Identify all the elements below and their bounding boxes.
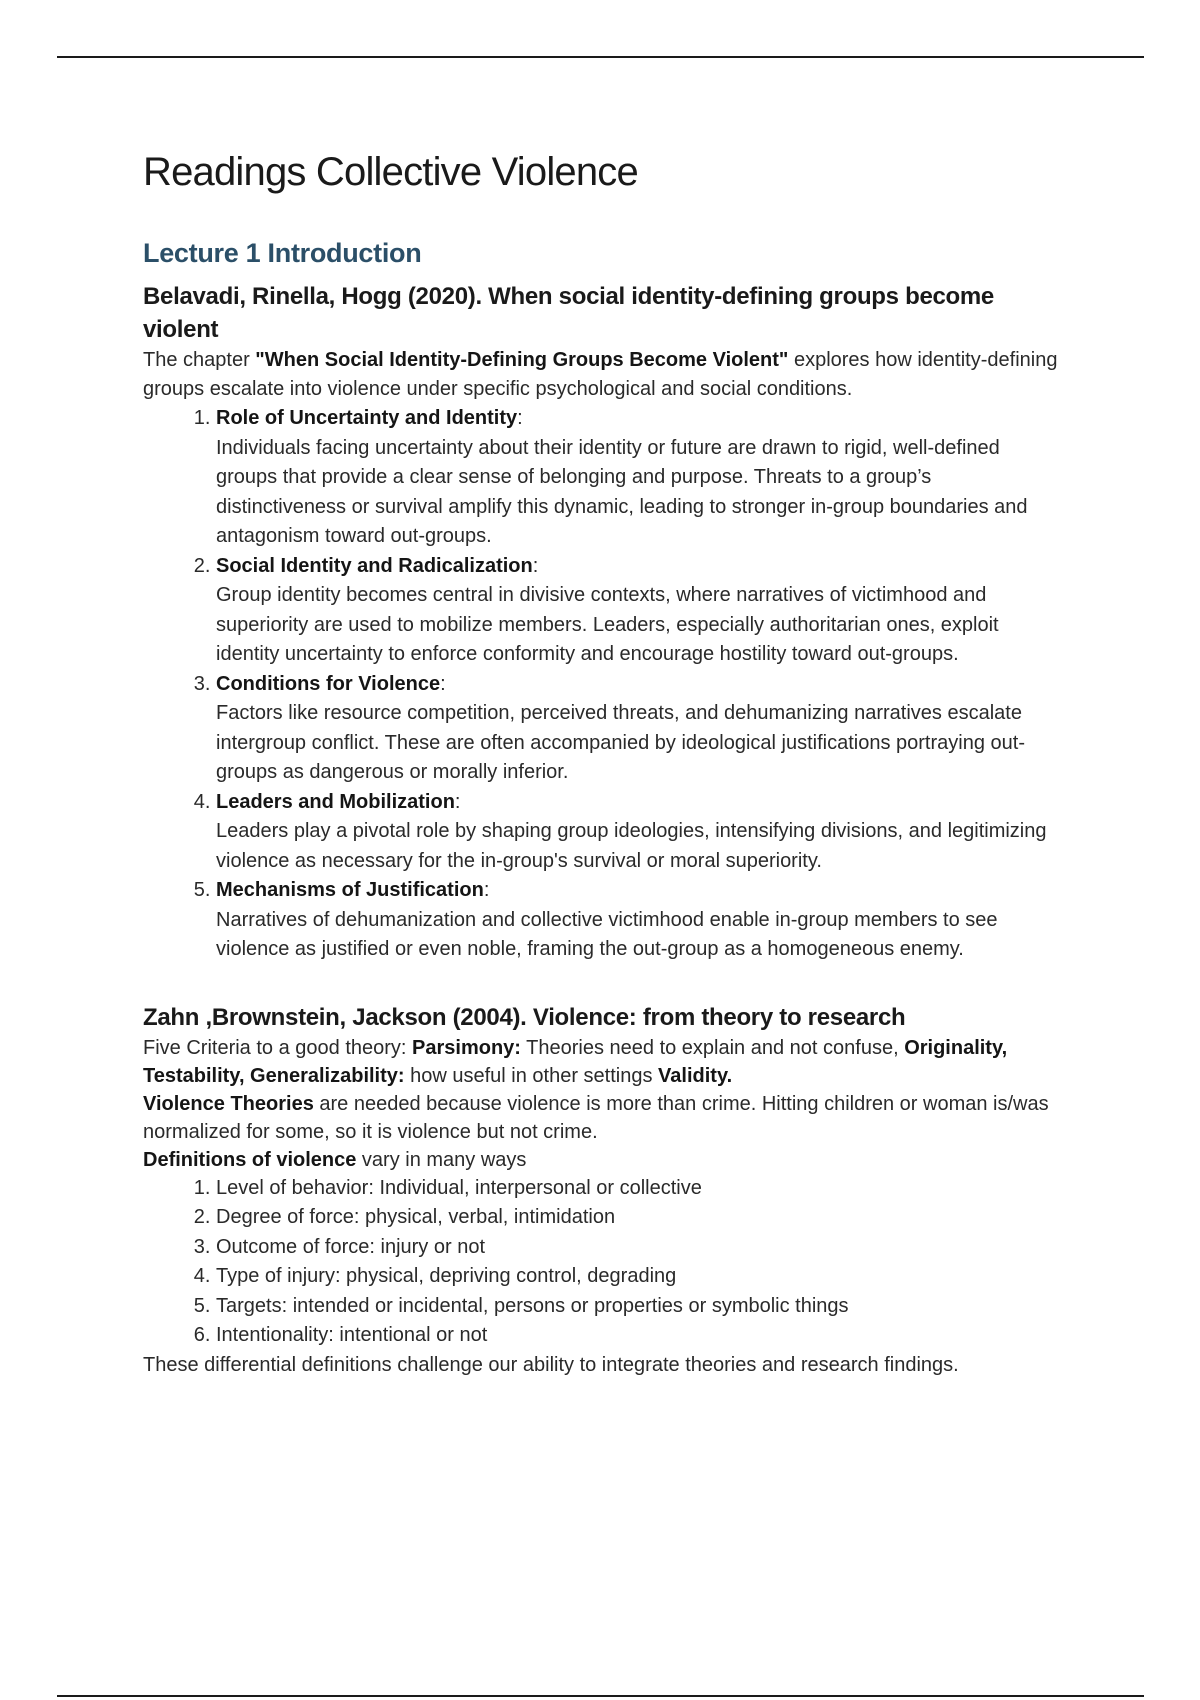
- definitions-paragraph: [143, 1146, 1058, 1174]
- reading-1-heading: Belavadi, Rinella, Hogg (2020). When social identity-defining groups become violent: [143, 283, 994, 343]
- text-run: Theories need to explain and not confuse,: [520, 1036, 905, 1059]
- list-item: 4. Leaders and Mobilization: Leaders play a pivotal role by shaping group ideologies, intensifying divisions, and legitimizing violence as necessary for the in-group's survival or moral superiority.: [216, 788, 1058, 877]
- bold-term: Parsimony:: [412, 1036, 521, 1059]
- bold-term: Definitions of violence: [143, 1148, 357, 1171]
- footer-rule: [57, 1695, 1144, 1697]
- list-item-description: Individuals facing uncertainty about their identity or future are drawn to rigid, well-defined groups that provide a clear sense of belonging and purpose. Threats to a group’s distinctiveness or survival amplify this dynamic, leading to stronger in-group boundaries and antagonism toward out-groups.: [216, 436, 1028, 547]
- reading-1-list: [143, 404, 1058, 965]
- document-title: Readings Collective Violence: [143, 150, 638, 194]
- header-rule: [57, 56, 1144, 58]
- document-page: [143, 145, 1058, 1379]
- definitions-list: [143, 1174, 1058, 1352]
- list-item: 5. Mechanisms of Justification: Narratives of dehumanization and collective victimhood enable in-group members to see violence as justified or even noble, framing the out-group as a homogeneous enemy.: [216, 876, 1058, 965]
- bold-term: Validity.: [658, 1064, 733, 1087]
- list-item-title: Social Identity and Radicalization: [216, 554, 533, 577]
- list-item-title: Mechanisms of Justification: [216, 879, 484, 901]
- list-item: 4. Type of injury: physical, depriving control, degrading: [216, 1262, 1058, 1292]
- list-item-description: Factors like resource competition, perceived threats, and dehumanizing narratives escalate intergroup conflict. These are often accompanied by ideological justifications portraying out-groups as dangerous or morally inferior.: [216, 702, 1025, 783]
- theory-criteria-paragraph: [143, 1034, 1058, 1090]
- list-item: 3. Conditions for Violence: Factors like resource competition, perceived threats, and dehumanizing narratives escalate intergroup conflict. These are often accompanied by ideological justifications portraying out-groups as dangerous or morally inferior.: [216, 670, 1058, 788]
- violence-theories-paragraph: [143, 1090, 1058, 1146]
- reading-2-heading: Zahn ,Brownstein, Jackson (2004). Violence: from theory to research: [143, 1003, 906, 1031]
- list-item-description: Narratives of dehumanization and collective victimhood enable in-group members to see violence as justified or even noble, framing the out-group as a homogeneous enemy.: [216, 908, 998, 960]
- bold-term: Violence Theories: [143, 1092, 314, 1115]
- list-item-title: Leaders and Mobilization: [216, 790, 455, 813]
- list-item-description: Group identity becomes central in divisive contexts, where narratives of victimhood and superiority are used to mobilize members. Leaders, especially authoritarian ones, exploit identity uncertainty to enforce conformity and encourage hostility toward out-groups.: [216, 584, 999, 665]
- reading-1-intro: [143, 346, 1058, 404]
- list-item: 2. Degree of force: physical, verbal, intimidation: [216, 1203, 1058, 1233]
- text-run: how useful in other settings: [404, 1064, 659, 1087]
- lecture-heading: Lecture 1 Introduction: [143, 238, 422, 268]
- list-item: 1. Level of behavior: Individual, interpersonal or collective: [216, 1174, 1058, 1204]
- list-item: 1. Role of Uncertainty and Identity: Individuals facing uncertainty about their identity or future are drawn to rigid, well-defined groups that provide a clear sense of belonging and purpose. Threats to a group’s distinctiveness or survival amplify this dynamic, leading to stronger in-group boundaries and antagonism toward out-groups.: [216, 404, 1058, 552]
- bold-term: Originality, Testability, Generalizability:: [143, 1036, 1008, 1087]
- reading-1-intro-pre: The chapter: [143, 349, 256, 371]
- list-item-description: Leaders play a pivotal role by shaping group ideologies, intensifying divisions, and legitimizing violence as necessary for the in-group's survival or moral superiority.: [216, 820, 1047, 872]
- list-item: 6. Intentionality: intentional or not: [216, 1321, 1058, 1351]
- reading-1-intro-post: explores how identity-defining groups escalate into violence under specific psychological and social conditions.: [143, 349, 1058, 400]
- chapter-title: "When Social Identity-Defining Groups Become Violent": [255, 349, 789, 371]
- list-item: 5. Targets: intended or incidental, persons or properties or symbolic things: [216, 1292, 1058, 1322]
- list-item-title: Role of Uncertainty and Identity: [216, 407, 518, 429]
- closing-paragraph: These differential definitions challenge our ability to integrate theories and research findings.: [143, 1354, 959, 1377]
- text-run: are needed because violence is more than crime. Hitting children or woman is/was normalized for some, so it is violence but not crime.: [143, 1092, 1049, 1143]
- list-item-title: Conditions for Violence: [216, 672, 441, 695]
- text-run: vary in many ways: [356, 1148, 527, 1171]
- list-item: 2. Social Identity and Radicalization: Group identity becomes central in divisive contexts, where narratives of victimhood and superiority are used to mobilize members. Leaders, especially authoritarian ones, exploit identity uncertainty to enforce conformity and encourage hostility toward out-groups.: [216, 552, 1058, 670]
- list-item: 3. Outcome of force: injury or not: [216, 1233, 1058, 1263]
- text-run: Five Criteria to a good theory:: [143, 1036, 413, 1059]
